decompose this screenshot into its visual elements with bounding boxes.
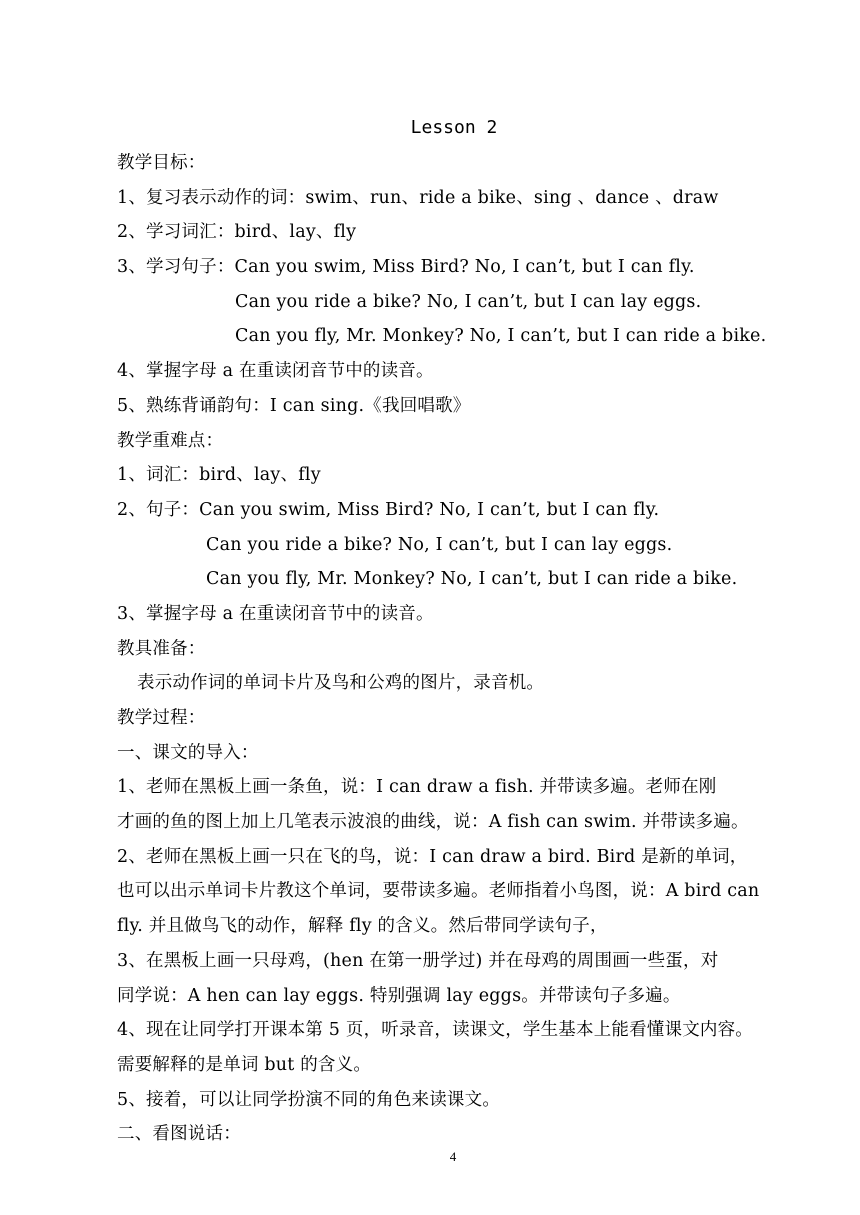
step-1-line-2: 才画的鱼的图上加上几笔表示波浪的曲线，说：A fish can swim. 并带读多遍。 [117, 812, 749, 833]
materials-text: 表示动作词的单词卡片及鸟和公鸡的图片，录音机。 [137, 673, 545, 694]
objective-1: 1、复习表示动作的词：swim、run、ride a bike、sing 、dance 、draw [117, 187, 719, 208]
step-2-line-1: 2、老师在黑板上画一只在飞的鸟，说：I can draw a bird. Bird 是新的单词， [117, 846, 748, 867]
heading-materials: 教具准备： [117, 638, 206, 659]
objective-4: 4、掌握字母 a 在重读闭音节中的读音。 [117, 361, 434, 382]
lesson-title: Lesson 2 [410, 117, 498, 138]
heading-process: 教学过程： [117, 708, 206, 728]
step-2-line-3: fly. 并且做鸟飞的动作，解释 fly 的含义。然后带同学读句子， [117, 916, 608, 937]
heading-objectives: 教学目标： [117, 153, 206, 173]
step-5: 5、接着，可以让同学扮演不同的角色来读课文。 [117, 1089, 501, 1110]
lesson-body [117, 146, 807, 1152]
key-point-3: 3、掌握字母 a 在重读闭音节中的读音。 [117, 603, 434, 624]
step-4-line-1: 4、现在让同学打开课本第 5 页，听录音，读课文，学生基本上能看懂课文内容。 [117, 1020, 753, 1041]
objective-5: 5、熟练背诵韵句：I can sing.《我回唱歌》 [117, 395, 471, 416]
page-number: 4 [449, 1149, 457, 1164]
step-1-line-1: 1、老师在黑板上画一条鱼，说：I can draw a fish. 并带读多遍。老师在刚 [117, 777, 717, 798]
step-2-line-2: 也可以出示单词卡片教这个单词，要带读多遍。老师指着小鸟图，说：A bird can [117, 881, 760, 902]
step-3-line-1: 3、在黑板上画一只母鸡，(hen 在第一册学过) 并在母鸡的周围画一些蛋，对 [117, 950, 719, 971]
key-point-1: 1、词汇：bird、lay、fly [117, 465, 321, 486]
objective-3-sentence-2: Can you ride a bike? No, I can’t, but I can lay eggs. [235, 291, 702, 312]
section-1-heading: 一、课文的导入： [117, 742, 259, 763]
key-point-2-sentence-2: Can you ride a bike? No, I can’t, but I can lay eggs. [206, 534, 673, 555]
step-3-line-2: 同学说：A hen can lay eggs. 特别强调 lay eggs。并带读句子多遍。 [117, 985, 681, 1006]
heading-key-points: 教学重难点： [117, 430, 224, 451]
objective-2: 2、学习词汇：bird、lay、fly [117, 222, 357, 243]
section-2-heading: 二、看图说话： [117, 1124, 241, 1145]
key-point-2-sentence-3: Can you fly, Mr. Monkey? No, I can’t, but I can ride a bike. [206, 569, 738, 590]
objective-3-sentence-3: Can you fly, Mr. Monkey? No, I can’t, but I can ride a bike. [235, 326, 767, 347]
key-point-2: 2、句子：Can you swim, Miss Bird? No, I can’t, but I can fly. [117, 499, 660, 520]
step-4-line-2: 需要解释的是单词 but 的含义。 [117, 1054, 372, 1075]
objective-3: 3、学习句子：Can you swim, Miss Bird? No, I can’t, but I can fly. [117, 257, 695, 278]
